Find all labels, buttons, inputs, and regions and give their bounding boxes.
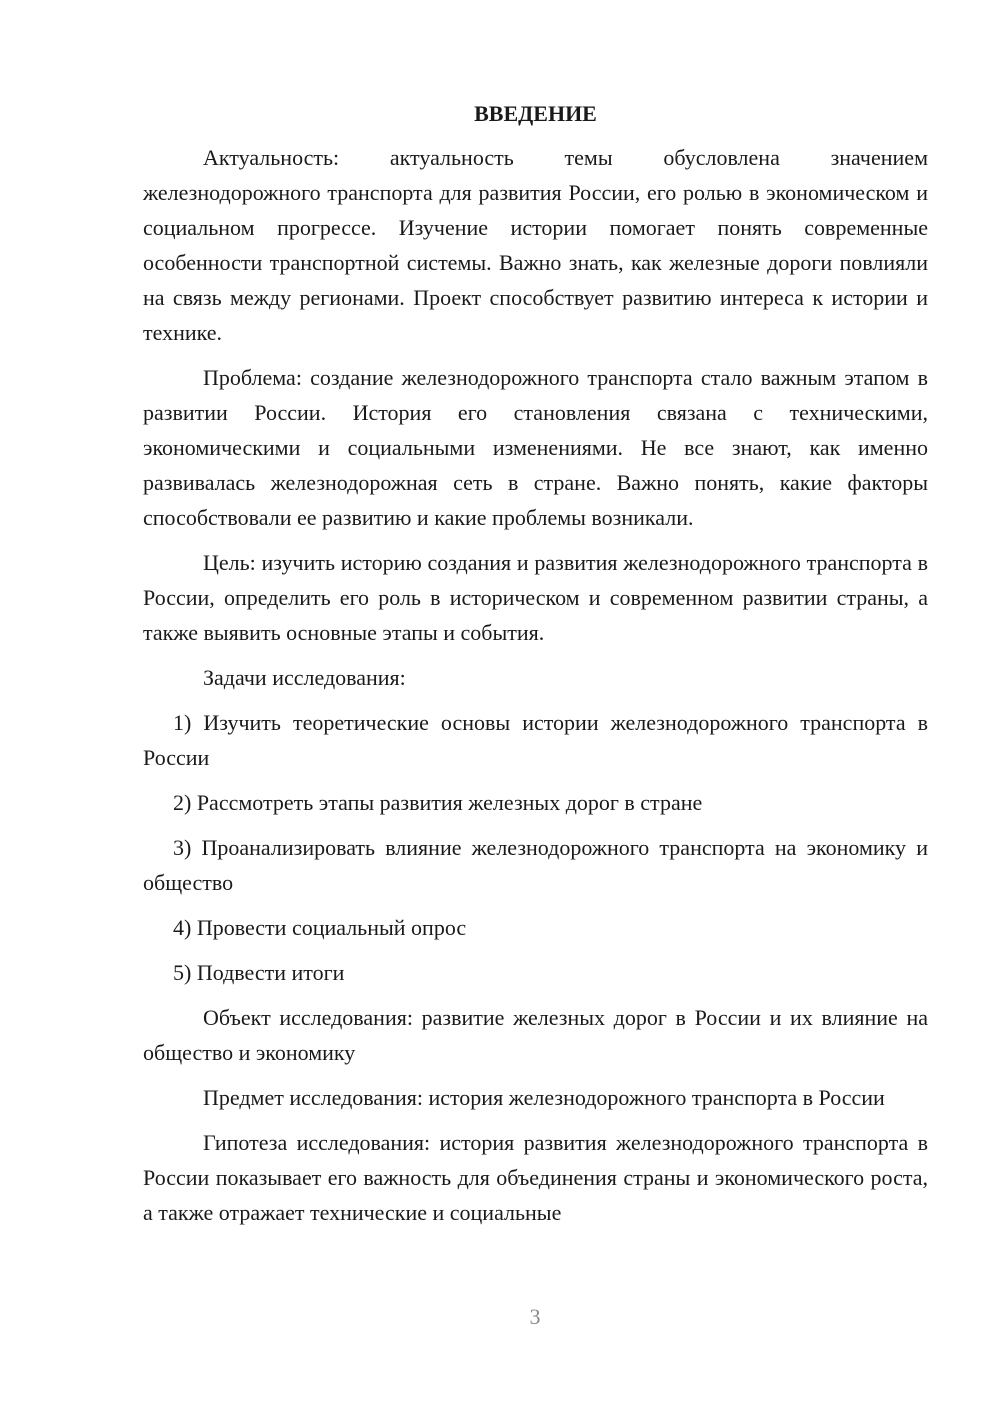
page-title: ВВЕДЕНИЕ — [474, 101, 597, 126]
task-item-2: 2) Рассмотреть этапы развития железных дорог в стране — [173, 790, 703, 815]
paragraph-hypothesis: Гипотеза исследования: история развития железнодорожного транспорта в России показывает его важность для объединения страны и экономического роста, а также отражает технические и социальные — [143, 1130, 928, 1225]
document-page — [143, 96, 928, 1240]
paragraph-actuality: Актуальность: актуальность темы обусловлена значением железнодорожного транспорта для развития России, его ролью в экономическом и социальном прогрессе. Изучение истории помогает понять современные особенности транспортной системы. Важно знать, как железные дороги повлияли на связь между регионами. Проект способствует развитию интереса к истории и технике. — [143, 145, 928, 345]
page-number: 3 — [529, 1304, 541, 1329]
paragraph-goal: Цель: изучить историю создания и развития железнодорожного транспорта в России, определить его роль в историческом и современном развитии страны, а также выявить основные этапы и события. — [143, 550, 928, 645]
paragraph-object: Объект исследования: развитие железных дорог в России и их влияние на общество и экономику — [143, 1005, 928, 1065]
paragraph-problem: Проблема: создание железнодорожного транспорта стало важным этапом в развитии России. История его становления связана с техническими, экономическими и социальными изменениями. Не все знают, как именно развивалась железнодорожная сеть в стране. Важно понять, какие факторы способствовали ее развитию и какие проблемы возникали. — [143, 365, 928, 530]
task-item-5: 5) Подвести итоги — [173, 960, 345, 985]
paragraph-subject: Предмет исследования: история железнодорожного транспорта в России — [203, 1085, 885, 1110]
paragraph-tasks-intro: Задачи исследования: — [203, 665, 406, 690]
task-item-4: 4) Провести социальный опрос — [173, 915, 467, 940]
task-item-3: 3) Проанализировать влияние железнодорожного транспорта на экономику и общество — [143, 835, 928, 895]
task-item-1: 1) Изучить теоретические основы истории железнодорожного транспорта в России — [143, 710, 928, 770]
